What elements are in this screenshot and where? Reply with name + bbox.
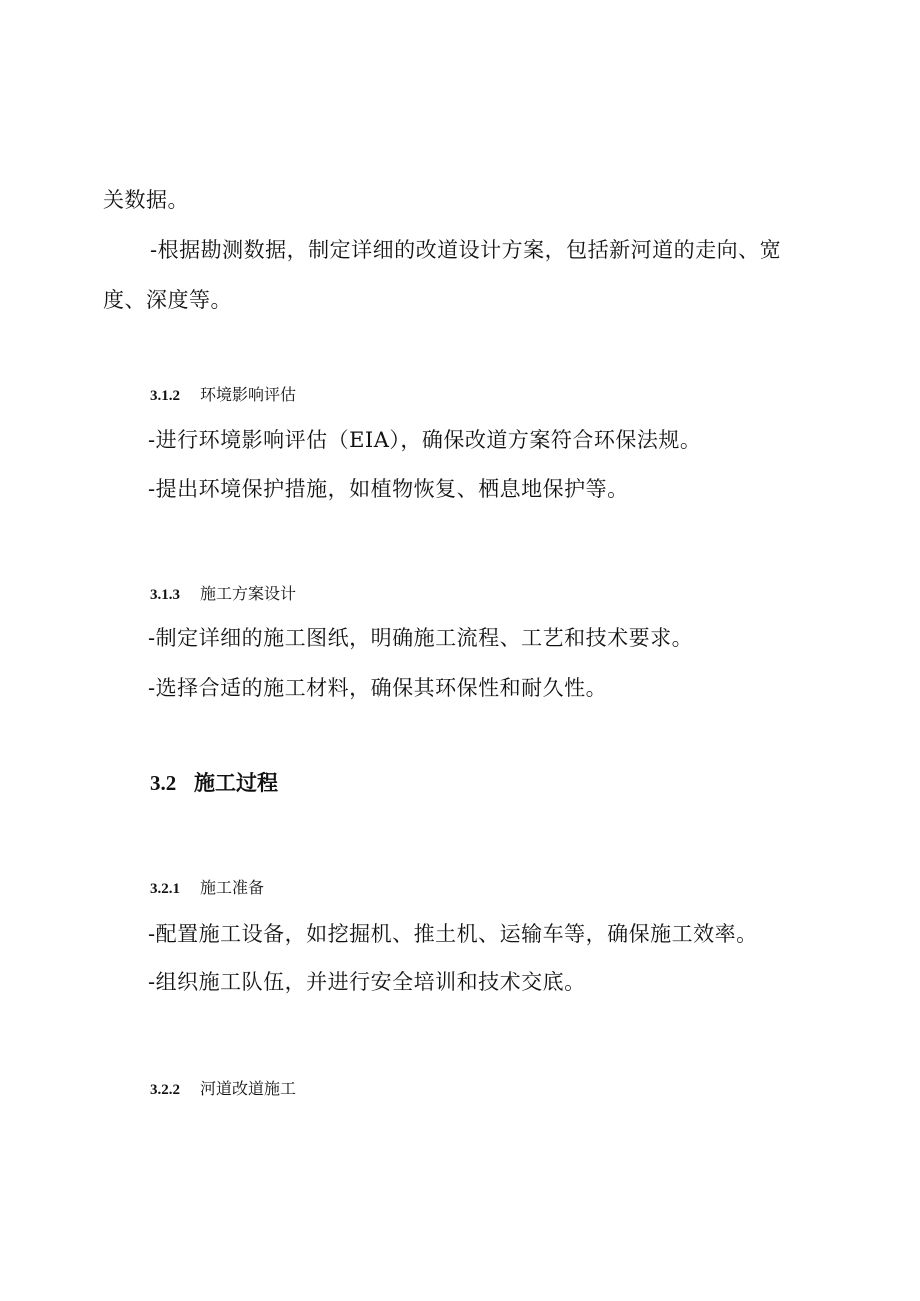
section-heading-3-1-3 [150, 583, 296, 606]
list-item: -配置施工设备，如挖掘机、推土机、运输车等，确保施工效率。 [148, 922, 758, 946]
section-heading-3-2-2 [150, 1078, 296, 1101]
list-item: -组织施工队伍，并进行安全培训和技术交底。 [148, 970, 586, 994]
section-title: 施工过程 [194, 771, 278, 795]
section-number: 3.2.1 [150, 881, 180, 897]
section-title: 环境影响评估 [200, 385, 297, 404]
list-item: -制定详细的施工图纸，明确施工流程、工艺和技术要求。 [148, 626, 694, 650]
section-number: 3.2 [150, 771, 177, 795]
section-title: 施工准备 [200, 878, 265, 897]
list-item: -进行环境影响评估（EIA），确保改道方案符合环保法规。 [148, 428, 702, 452]
section-heading-3-2-1 [150, 877, 264, 900]
list-item: -选择合适的施工材料，确保其环保性和耐久性。 [148, 676, 608, 700]
section-title: 施工方案设计 [200, 584, 297, 603]
section-heading-3-1-2 [150, 384, 296, 407]
section-number: 3.1.3 [150, 587, 180, 603]
paragraph-text: 度、深度等。 [103, 288, 232, 312]
paragraph-text: -根据勘测数据，制定详细的改道设计方案，包括新河道的走向、宽 [150, 238, 782, 262]
section-number: 3.1.2 [150, 388, 180, 404]
section-number: 3.2.2 [150, 1082, 180, 1098]
list-item: -提出环境保护措施，如植物恢复、栖息地保护等。 [148, 477, 629, 501]
section-heading-3-2 [150, 769, 278, 797]
section-title: 河道改道施工 [200, 1079, 297, 1098]
paragraph-text: 关数据。 [103, 188, 189, 212]
